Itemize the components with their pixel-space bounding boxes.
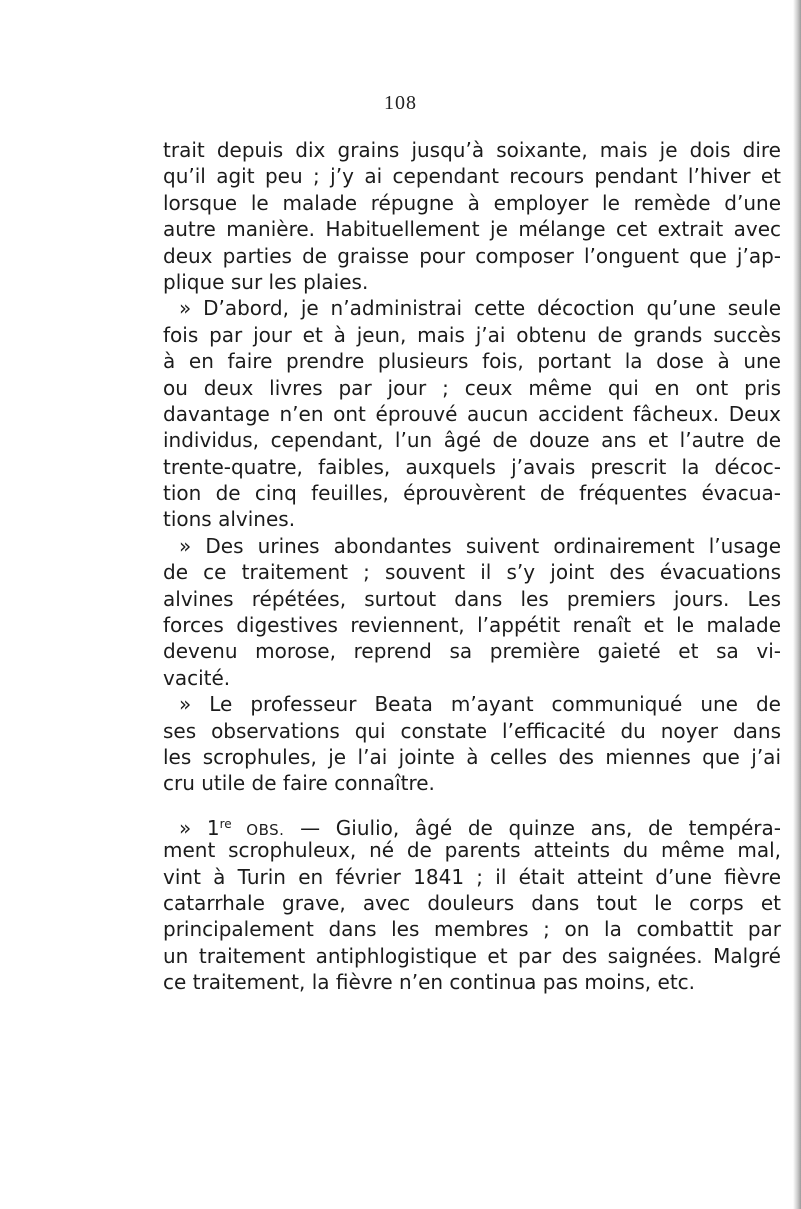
text-line: les scrophules, je l’ai jointe à celles des miennes que j’ai xyxy=(163,744,781,769)
text-line: à en faire prendre plusieurs fois, portant la dose à une xyxy=(163,349,781,374)
text-line: autre manière. Habituellement je mélange cet extrait avec xyxy=(163,217,781,242)
observation-prefix: » 1 xyxy=(179,815,220,840)
text-line: tion de cinq feuilles, éprouvèrent de fréquentes évacua- xyxy=(163,481,781,506)
text-line: lorsque le malade répugne à employer le remède d’une xyxy=(163,190,781,215)
text-line: ses observations qui constate l’efficacité du noyer dans xyxy=(163,718,781,743)
body-text xyxy=(163,137,781,996)
text-line: devenu morose, reprend sa première gaieté et sa vi- xyxy=(163,639,781,664)
text-line: » Le professeur Beata m’ayant communiqué une de xyxy=(179,692,781,717)
text-line: de ce traitement ; souvent il s’y joint des évacuations xyxy=(163,560,781,585)
text-line: ou deux livres par jour ; ceux même qui en ont pris xyxy=(163,375,781,400)
text-line: catarrhale grave, avec douleurs dans tout le corps et xyxy=(163,890,781,915)
text-line: trait depuis dix grains jusqu’à soixante, mais je dois dire xyxy=(163,138,781,162)
text-line: individus, cependant, l’un âgé de douze ans et l’autre de xyxy=(163,428,781,453)
text-line: ce traitement, la fièvre n’en continua pas moins, etc. xyxy=(163,970,696,995)
text-line: un traitement antiphlogistique et par des saignées. Malgré xyxy=(163,943,781,968)
text-line: tions alvines. xyxy=(163,507,296,532)
text-line: vacité. xyxy=(163,665,231,690)
text-line: trente-quatre, faibles, auxquels j’avais prescrit la décoc- xyxy=(163,454,781,479)
text-line: » D’abord, je n’administrai cette décoction qu’une seule xyxy=(179,296,781,321)
text-line: fois par jour et à jeun, mais j’ai obtenu de grands succès xyxy=(163,322,781,347)
observation-label: OBS. xyxy=(231,820,285,839)
observation-ordinal: re xyxy=(219,816,232,831)
text-line: vint à Turin en février 1841 ; il était atteint d’une fièvre xyxy=(163,864,781,889)
paragraph xyxy=(163,691,781,797)
paragraph-gap xyxy=(163,797,781,811)
text-line: cru utile de faire connaître. xyxy=(163,771,435,796)
text-line: forces digestives reviennent, l’appétit renaît et le malade xyxy=(163,613,781,638)
paragraph xyxy=(163,533,781,691)
paragraph xyxy=(163,137,781,295)
paragraph xyxy=(163,295,781,533)
page-number: 108 xyxy=(384,92,417,114)
observation-paragraph xyxy=(163,811,781,996)
text-line: alvines répétées, surtout dans les premiers jours. Les xyxy=(163,586,781,611)
text-line: principalement dans les membres ; on la combattit par xyxy=(163,917,781,942)
observation-first-line-text: — Giulio, âgé de quinze ans, de tempéra- xyxy=(284,815,781,840)
text-line: » Des urines abondantes suivent ordinairement l’usage xyxy=(179,533,781,558)
text-line: qu’il agit peu ; j’y ai cependant recours pendant l’hiver et xyxy=(163,164,781,189)
text-line: ment scrophuleux, né de parents atteints du même mal, xyxy=(163,838,781,863)
text-line: plique sur les plaies. xyxy=(163,269,369,294)
text-line: deux parties de graisse pour composer l’onguent que j’ap- xyxy=(163,243,781,268)
observation-first-line xyxy=(163,811,781,840)
page-edge-shadow xyxy=(793,0,801,1209)
text-line: davantage n’en ont éprouvé aucun accident fâcheux. Deux xyxy=(163,401,781,426)
